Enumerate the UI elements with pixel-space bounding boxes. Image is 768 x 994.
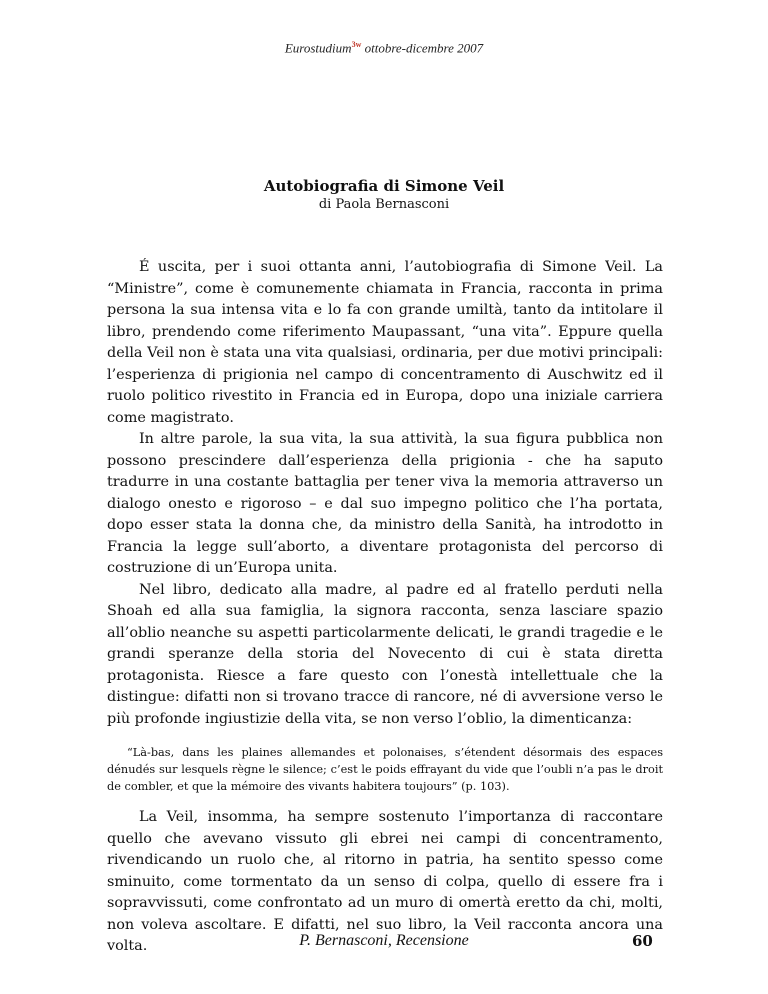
- paragraph: Nel libro, dedicato alla madre, al padre ed al fratello perduti nella Shoah ed alla sua famiglia, la signora racconta, senza lasciare spazio all’oblio neanche su aspetti particolarmente delicati, le grandi tragedie e le grandi speranze della storia del Novecento di cui è stata diretta protagonista. Riesce a fare questo con l’onestà intellettuale che la distingue: difatti non si trovano tracce di rancore, né di avversione verso le più profonde ingiustizie della vita, se non verso l’oblio, la dimenticanza:: [107, 581, 663, 727]
- block-quote: “Là-bas, dans les plaines allemandes et polonaises, s’étendent désormais des espaces dénudés sur lesquels règne le silence; c’est le poids effrayant du vide que l’oubli n’a pas le droit de combler, et que la mémoire des vivants habitera toujours” (p. 103).: [107, 746, 663, 793]
- article-title: Autobiografia di Simone Veil: [263, 177, 505, 195]
- article-body: [107, 257, 663, 958]
- paragraph: É uscita, per i suoi ottanta anni, l’autobiografia di Simone Veil. La “Ministre”, come è comunemente chiamata in Francia, racconta in prima persona la sua intensa vita e lo fa con grande umiltà, tanto da intitolare il libro, prendendo come riferimento Maupassant, “una vita”. Eppure quella della Veil non è stata una vita qualsiasi, ordinaria, per due motivi principali: l’esperienza di prigionia nel campo di concentramento di Auschwitz ed il ruolo politico rivestito in Francia ed in Europa, dopo una iniziale carriera come magistrato.: [107, 259, 663, 426]
- page-number: 60: [632, 932, 653, 950]
- footer-title: P. Bernasconi, Recensione: [299, 932, 469, 949]
- issue-date: ottobre-dicembre 2007: [364, 40, 484, 56]
- paragraph: In altre parole, la sua vita, la sua attività, la sua figura pubblica non possono prescindere dall’esperienza della prigionia - che ha saputo tradurre in una costante battaglia per tener viva la memoria attraverso un dialogo onesto e rigoroso – e dal suo impegno politico che l’ha portata, dopo esser stata la donna che, da ministro della Sanità, ha introdotto in Francia la legge sull’aborto, a diventare protagonista del percorso di costruzione di un’Europa unita.: [107, 431, 663, 576]
- title-block: [0, 177, 768, 212]
- article-byline: di Paola Bernasconi: [318, 197, 450, 212]
- journal-mark: 3w: [351, 40, 362, 49]
- journal-name: Eurostudium: [284, 40, 352, 56]
- running-header: [0, 40, 768, 56]
- paragraph: La Veil, insomma, ha sempre sostenuto l’importanza di raccontare quello che avevano vissuto gli ebrei nei campi di concentramento, rivendicando un ruolo che, al ritorno in patria, ha sentito spesso come sminuito, come tormentato da un senso di colpa, quello di essere fra i sopravvissuti, come confrontato ad un muro di omertà eretto da chi, molti, non voleva ascoltare. E difatti, nel suo libro, la Veil racconta ancora una volta.: [107, 809, 663, 954]
